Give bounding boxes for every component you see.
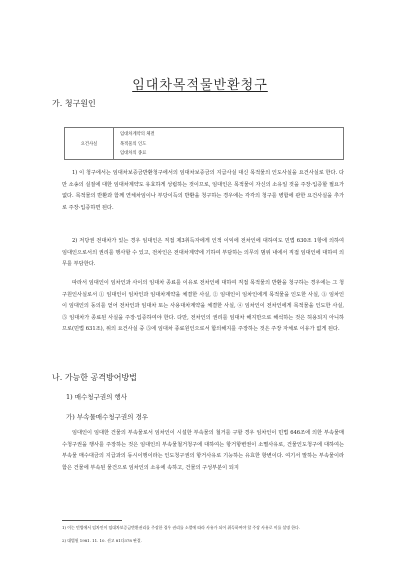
footnote-divider xyxy=(62,520,122,521)
subheading-ga: 가) 부속물매수청구권의 경우 xyxy=(66,413,149,421)
footnote-1: 1) 이는 민법에서 임차인이 임대차보증금반환권리를 주장한 경우 권리를 소멸에 따라 사유가 되어 취득하여야 할 주장 사유로 이를 설명 한다. xyxy=(62,525,300,530)
document-title: 임대차목적물반환청구 xyxy=(132,78,268,93)
requirements-box xyxy=(64,127,344,160)
requirement-item: 임대차의 종료 xyxy=(120,151,147,156)
requirement-item: 임대차계약의 체결 xyxy=(120,132,155,137)
paragraph-2: 2) 저당권 전대차가 있는 경우 임대인은 직접 제3취득자에게 인적 이익에 전차인에 대하여도 민법 630조 1항에 의하여 임대인으로서의 권리를 행사할 수 있고, 전차인은 전대차계약에 기하여 부담하는 의무의 범위 내에서 직접 임대인에 대하여 의무를 부담한다. xyxy=(62,238,344,268)
section-heading-ga: 가. 청구원인 xyxy=(52,99,96,108)
requirement-item: 목적물의 인도 xyxy=(120,141,147,147)
paragraph-3: 따라서 임대인이 임차인과 사이의 임대차 종료를 이유로 전차인에 대하여 직접 목적물의 반환을 청구하는 경우에는 그 청구원인사실로서 ① 임대인이 임차인과 임대차계약을 체결한 사실, ② 임대인이 임차인에게 목적물을 인도한 사실, ③ 임차인이 임대인의 동의를 얻어 전차인과 임대차 또는 사용대차계약을 체결한 사실, ④ 임차인이 전차인에게 목적물을 인도한 사실, ⑤ 임대차가 종료된 사실을 주장·입증하여야 한다. 다만, 전차인의 권리를 임대차 해지만으로 해석하는 것은 허용되지 아니하므로(민법 631조), 위의 요건사실 중 ⑤에 임대차 종료원인으로서 합의해지를 주장하는 것은 주장 자체로 이유가 없게 된다. xyxy=(62,280,344,333)
footnote-2: 2) 대법원 1981. 11. 10. 선고 81다378 판결. xyxy=(62,538,142,543)
section-heading-na: 나. 가능한 공격방어방법 xyxy=(52,373,137,382)
paragraph-1: 1) 이 청구에서는 임대차보증금반환청구에서의 임대차보증금의 지급사실 대신 목적물의 인도사실을 요건사실로 한다. 다만 소송의 실질에 대한 임대차계약도 유효하게 성립하는 것이므로, 임대인은 목적물이 자신의 소유일 것을 주장·입증할 필요가 없다. 목적물의 반환과 함께 연체차임이나 부당이득의 반환을 청구하는 경우에는 각각의 청구를 병합에 관한 요건사실을 추가로 주장·입증하면 된다. xyxy=(62,170,344,211)
paragraph-4: 임대인이 임대한 건물의 부속물로서 임차인이 시설한 부속물의 철거를 구할 경우 임차인이 민법 646조에 의한 부속물매수청구권을 행사를 주장하는 것은 임대인의 부속물철거청구에 대하여는 항거항변권이 소멸사유로, 건물인도청구에 대하여는 부속물 매수대금의 지급과의 동시이행이라는 인도청구권의 항거사유로 기능하는 유효한 항변이다. 여기서 말하는 부속물이라 함은 건물에 부속된 물건으로 임차인의 소유에 속하고, 건물의 구성부분이 되지 xyxy=(62,430,344,471)
requirements-list xyxy=(114,128,161,159)
requirements-label: 요건사실 xyxy=(65,128,114,159)
subheading-1: 1) 매수청구권의 행사 xyxy=(66,393,128,401)
